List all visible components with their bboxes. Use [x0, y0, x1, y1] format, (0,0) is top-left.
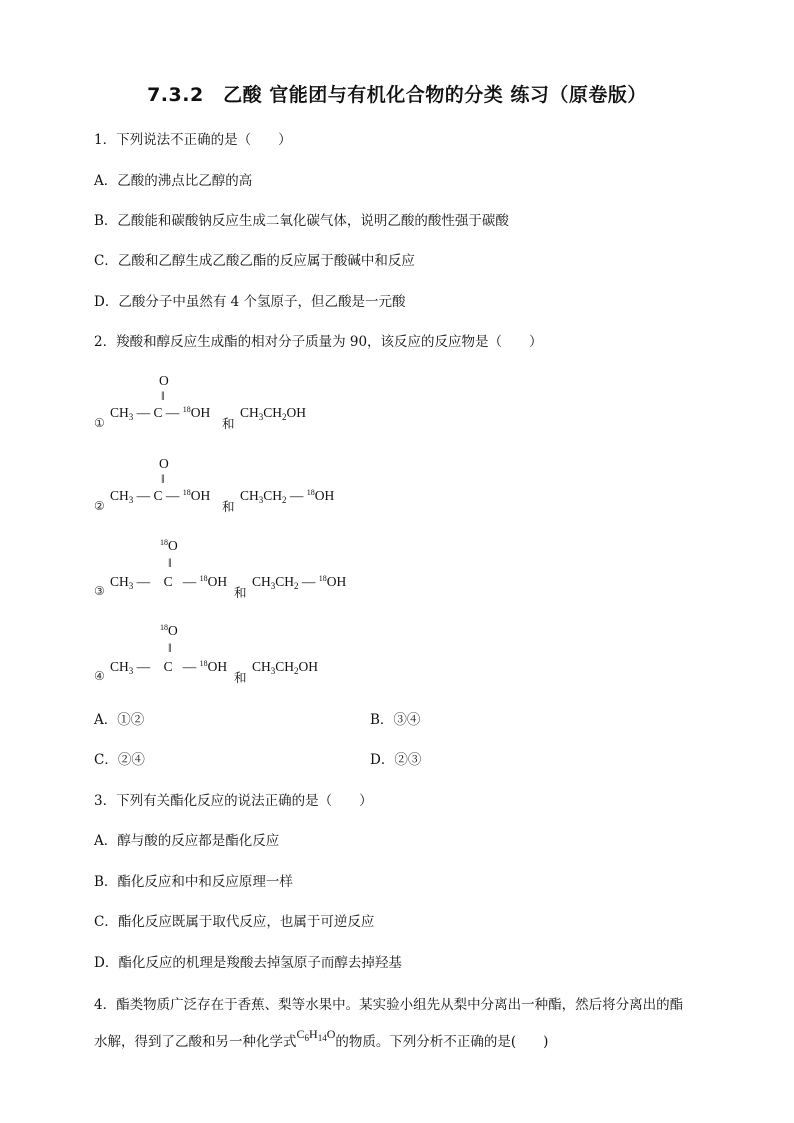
q1-option-a: A．乙酸的沸点比乙醇的高 — [94, 173, 253, 189]
q4-stem-line-2: 水解，得到了乙酸和另一种化学式$C_6H_{14}O$的物质。下列分析不正确的是( ) — [94, 1027, 549, 1050]
q2-option-a: A．①② — [94, 712, 145, 728]
q3-stem: 3．下列有关酯化反应的说法正确的是（ ） — [94, 793, 373, 809]
q3-option-d: D．酯化反应的机理是羧酸去掉氢原子而醇去掉羟基 — [94, 955, 402, 971]
q2-option-d: D．②③ — [370, 752, 422, 768]
q3-option-b: B．酯化反应和中和反应原理一样 — [94, 874, 293, 890]
q2-structure-1: O ‖ ① $CH_3$ — C — $^{18}$OH 和 $CH_3CH_2OH$ — [94, 373, 307, 431]
q1-option-d: D．乙酸分子中虽然有 4 个氢原子，但乙酸是一元酸 — [94, 294, 406, 310]
q1-option-b: B．乙酸能和碳酸钠反应生成二氧化碳气体，说明乙酸的酸性强于碳酸 — [94, 213, 509, 229]
q3-option-c: C．酯化反应既属于取代反应，也属于可逆反应 — [94, 914, 375, 930]
q1-option-c: C．乙酸和乙醇生成乙酸乙酯的反应属于酸碱中和反应 — [94, 253, 415, 269]
q2-structure-2: O ‖ ② $CH_3$ — C — $^{18}$OH 和 $CH_3CH_2$ — $^{18}$OH — [94, 456, 335, 514]
q2-option-b: B．③④ — [370, 712, 421, 728]
q2-stem: 2．羧酸和醇反应生成酯的相对分子质量为 90，该反应的反应物是（ ） — [94, 334, 543, 350]
q4-stem-line-1: 4．酯类物质广泛存在于香蕉、梨等水果中。某实验小组先从梨中分离出一种酯，然后将分离出的酯 — [94, 997, 684, 1013]
q2-option-c: C．②④ — [94, 752, 145, 768]
q2-structure-3: $^{18}$O ‖ ③ $CH_3$ — C — $^{18}$OH 和 $CH_3CH_2$ — $^{18}$OH — [94, 538, 347, 600]
q1-stem: 1．下列说法不正确的是（ ） — [94, 132, 292, 148]
formula: $C_6H_{14}O$ — [296, 1027, 336, 1043]
q2-structure-4: $^{18}$O ‖ ④ $CH_3$ — C — $^{18}$OH 和 $CH_3CH_2OH$ — [94, 623, 319, 685]
page-title: 7.3.2 乙酸 官能团与有机化合物的分类 练习（原卷版） — [147, 84, 647, 106]
q3-option-a: A．醇与酸的反应都是酯化反应 — [94, 833, 280, 849]
